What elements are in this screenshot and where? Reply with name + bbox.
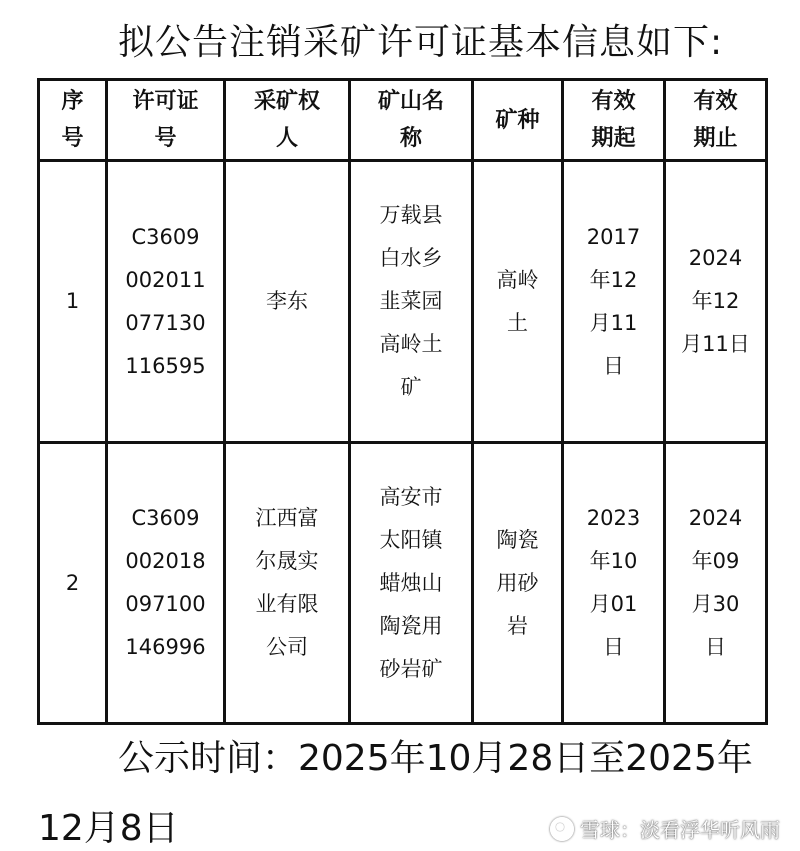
cell-holder: 李东 (225, 161, 350, 443)
cell-license-no: C3609 002011 077130 116595 (107, 161, 225, 443)
header-mine-name: 矿山名 称 (350, 80, 473, 161)
license-table (37, 78, 768, 725)
cell-index: 2 (39, 443, 107, 724)
cell-license-no: C3609 002018 097100 146996 (107, 443, 225, 724)
cell-mine-name: 高安市 太阳镇 蜡烛山 陶瓷用 砂岩矿 (350, 443, 473, 724)
cell-index: 1 (39, 161, 107, 443)
cell-mineral: 陶瓷 用砂 岩 (473, 443, 563, 724)
cell-mine-name: 万载县 白水乡 韭菜园 高岭土 矿 (350, 161, 473, 443)
header-index: 序 号 (39, 80, 107, 161)
cell-valid-from: 2023 年10 月01 日 (563, 443, 665, 724)
watermark-text: 雪球：淡看浮华听风雨 (580, 818, 780, 842)
publicity-period-line1: 公示时间：2025年10月28日至2025年 (118, 738, 753, 779)
cell-valid-from: 2017 年12 月11 日 (563, 161, 665, 443)
cell-valid-to: 2024 年12 月11日 (665, 161, 767, 443)
header-valid-from: 有效 期起 (563, 80, 665, 161)
table-header-row (39, 80, 767, 161)
cell-valid-to: 2024 年09 月30 日 (665, 443, 767, 724)
publicity-period-line2: 12月8日 (38, 808, 179, 849)
cell-mineral: 高岭 土 (473, 161, 563, 443)
header-valid-to: 有效 期止 (665, 80, 767, 161)
xueqiu-logo-icon (550, 817, 574, 841)
table-row (39, 161, 767, 443)
header-license-no: 许可证 号 (107, 80, 225, 161)
table-row (39, 443, 767, 724)
watermark (550, 814, 780, 843)
notice-title: 拟公告注销采矿许可证基本信息如下: (118, 22, 724, 63)
header-holder: 采矿权 人 (225, 80, 350, 161)
header-mineral: 矿种 (473, 80, 563, 161)
cell-holder: 江西富 尔晟实 业有限 公司 (225, 443, 350, 724)
